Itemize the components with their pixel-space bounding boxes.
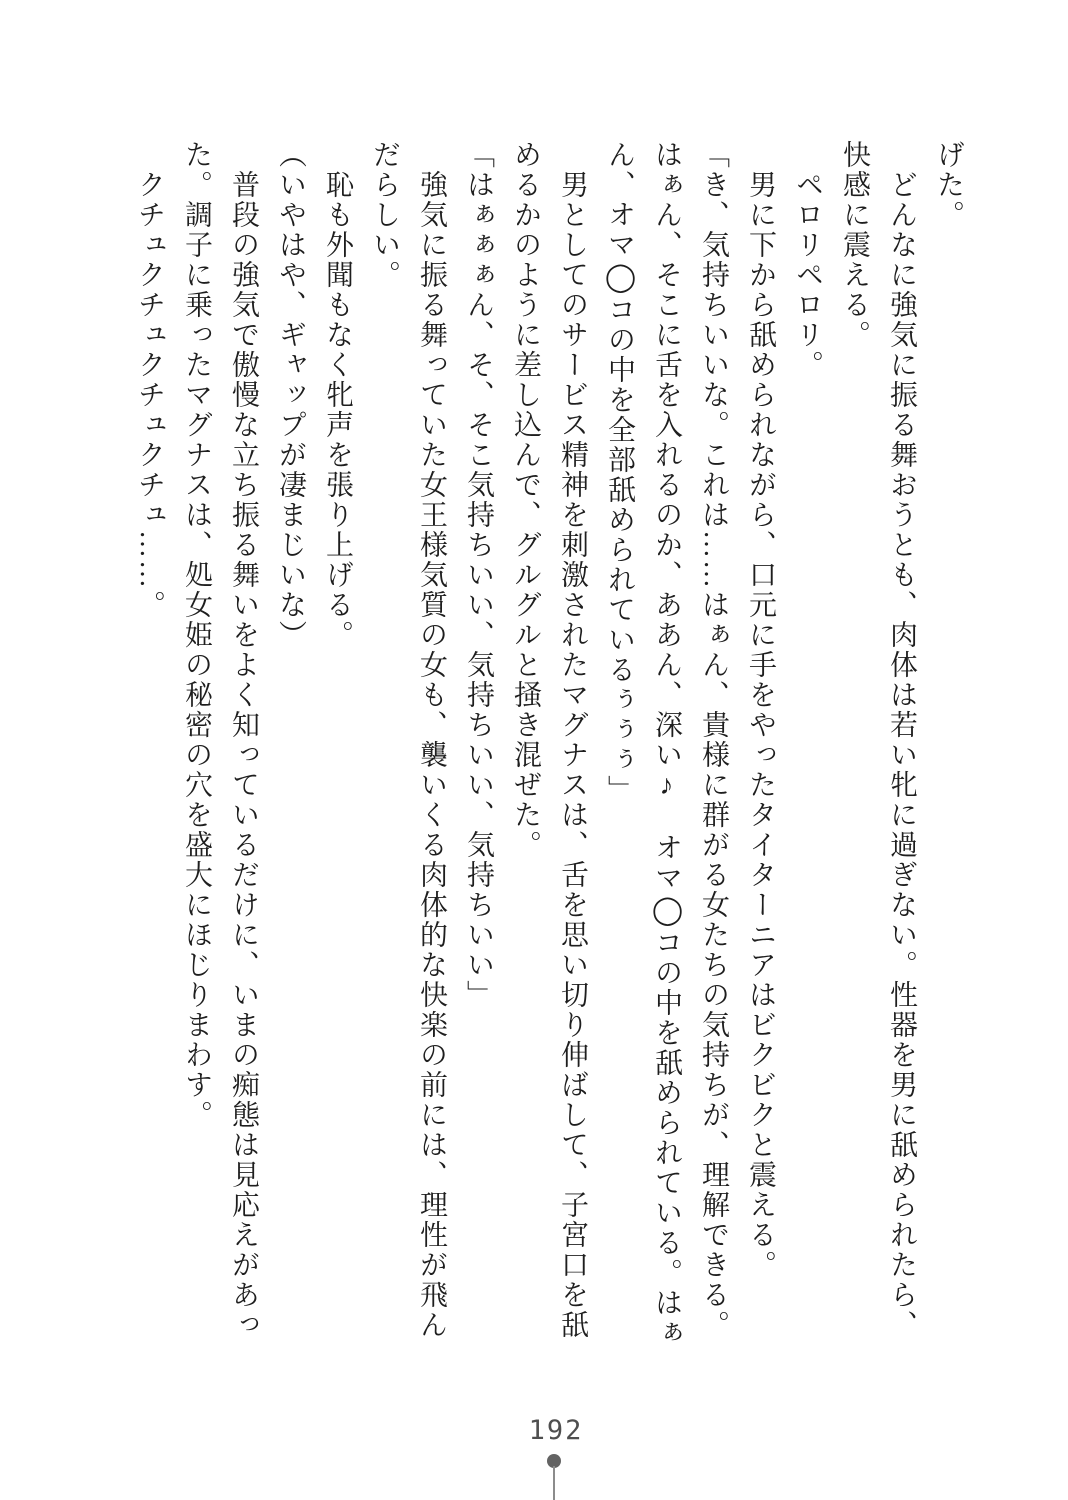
text-column: （いやはや、ギャップが凄まじいな）	[275, 140, 306, 650]
text-column: 「はぁぁぁん、そ、そこ気持ちいい、気持ちいい、気持ちいい」	[463, 140, 494, 1010]
text-column: はぁん、そこに舌を入れるのか、ああん、深い♪ オマ◯コの中を舐められている。はぁ	[651, 140, 682, 1348]
text-column: ペロリペロリ。	[792, 170, 823, 380]
text-column: 快感に震える。	[839, 140, 870, 350]
text-column: 「き、気持ちいいな。これは……はぁん、貴様に群がる女たちの気持ちが、理解できる。	[698, 140, 729, 1340]
footer-line-ornament	[553, 1466, 555, 1500]
page-number: 192	[528, 1415, 584, 1446]
text-column: 男としてのサービス精神を刺激されたマグナスは、舌を思い切り伸ばして、子宮口を舐	[557, 170, 588, 1340]
text-column: げた。	[933, 140, 964, 230]
text-column: どんなに強気に振る舞おうとも、肉体は若い牝に過ぎない。性器を男に舐められたら、	[886, 170, 917, 1340]
text-column: ん、オマ◯コの中を全部舐められているぅぅぅ」	[604, 140, 635, 805]
text-column: 強気に振る舞っていた女王様気質の女も、襲いくる肉体的な快楽の前には、理性が飛ん	[416, 170, 447, 1340]
text-column: た。調子に乗ったマグナスは、処女姫の秘密の穴を盛大にほじりまわす。	[181, 140, 212, 1130]
text-column: 普段の強気で傲慢な立ち振る舞いをよく知っているだけに、いまの痴態は見応えがあっ	[228, 170, 259, 1340]
text-block	[126, 140, 972, 1348]
text-column: 男に下から舐められながら、口元に手をやったタイターニアはビクビクと震える。	[745, 170, 776, 1280]
text-column: 恥も外聞もなく牝声を張り上げる。	[322, 170, 353, 650]
text-column: めるかのように差し込んで、グルグルと掻き混ぜた。	[510, 140, 541, 860]
text-column: クチュクチュクチュクチュ……。	[134, 170, 165, 620]
text-column: だらしい。	[369, 140, 400, 290]
